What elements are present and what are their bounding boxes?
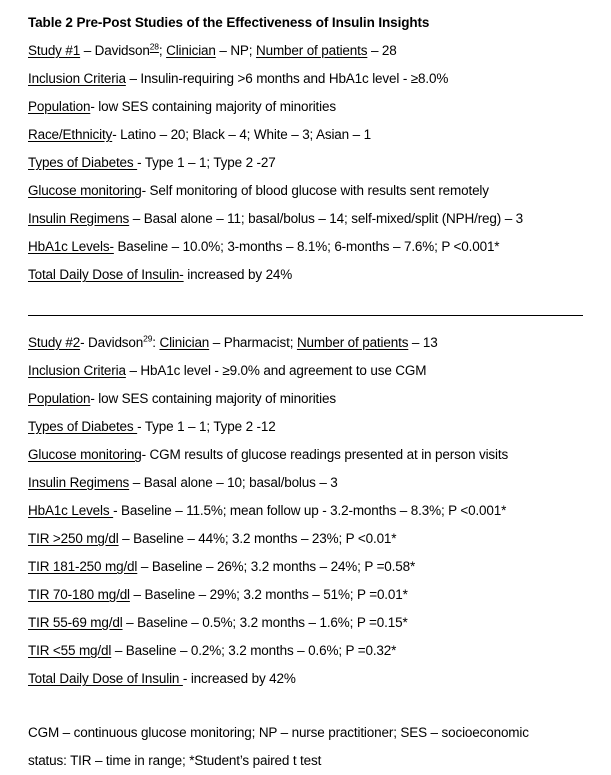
study2-glucose-monitoring-row (28, 441, 583, 469)
study2-hba1c-levels-row (28, 497, 583, 525)
study1-population-value: - low SES containing majority of minorities (90, 99, 336, 114)
footnote-spacer (28, 693, 583, 719)
study2-total-daily-dose-label: Total Daily Dose of Insulin (28, 671, 183, 686)
study2-tir-70-180-label: TIR 70-180 mg/dl (28, 587, 130, 602)
study1-race-ethnicity-row (28, 121, 583, 149)
study2-population-value: - low SES containing majority of minorities (90, 391, 336, 406)
study2-tir-over-250-row (28, 525, 583, 553)
study2-tir-over-250-value: – Baseline – 44%; 3.2 months – 23%; P <0.01* (118, 531, 397, 546)
study2-types-of-diabetes-value: - Type 1 – 1; Type 2 -12 (137, 419, 276, 434)
study2-types-of-diabetes-row (28, 413, 583, 441)
study1-separator-semicolon: ; (158, 43, 167, 58)
study2-glucose-monitoring-value: - CGM results of glucose readings presented at in person visits (141, 447, 509, 462)
study2-citation-superscript: 29 (143, 333, 153, 344)
study2-types-of-diabetes-label: Types of Diabetes (28, 419, 138, 434)
study2-header-row (28, 329, 583, 357)
study2-hba1c-levels-value: - Baseline – 11.5%; mean follow up - 3.2-months – 8.3%; P <0.001* (113, 503, 507, 518)
page-title: Table 2 Pre-Post Studies of the Effectiveness of Insulin Insights (28, 15, 430, 30)
study1-clinician-value: – NP; (215, 43, 256, 58)
study2-tir-over-250-label: TIR >250 mg/dl (28, 531, 119, 546)
study2-total-daily-dose-value: - increased by 42% (182, 671, 296, 686)
study2-tir-55-69-row (28, 609, 583, 637)
study2-population-row (28, 385, 583, 413)
study2-tir-70-180-row (28, 581, 583, 609)
footnote-line-1: CGM – continuous glucose monitoring; NP – nurse practitioner; SES – socioeconomic (28, 725, 529, 740)
study1-hba1c-levels-value: Baseline – 10.0%; 3-months – 8.1%; 6-months – 7.6%; P <0.001* (113, 239, 500, 254)
study1-inclusion-criteria-label: Inclusion Criteria (28, 71, 126, 86)
study2-patients-label: Number of patients (296, 335, 409, 350)
study2-tir-under-55-value: – Baseline – 0.2%; 3.2 months – 0.6%; P =0.32* (111, 643, 397, 658)
study2-population-label: Population (28, 391, 91, 406)
study2-tir-181-250-row (28, 553, 583, 581)
study1-race-ethnicity-value: - Latino – 20; Black – 4; White – 3; Asian – 1 (112, 127, 371, 142)
study1-types-of-diabetes-row (28, 149, 583, 177)
study1-glucose-monitoring-row (28, 177, 583, 205)
study2-tir-under-55-row (28, 637, 583, 665)
study2-patients-value: – 13 (408, 335, 438, 350)
study2-tir-55-69-value: – Baseline – 0.5%; 3.2 months – 1.6%; P =0.15* (122, 615, 408, 630)
study1-citation-text: – Davidson (80, 43, 150, 58)
study-section-divider (28, 315, 583, 316)
study1-clinician-label: Clinician (166, 43, 216, 58)
study2-total-daily-dose-row (28, 665, 583, 693)
study1-glucose-monitoring-label: Glucose monitoring (28, 183, 142, 198)
study1-types-of-diabetes-label: Types of Diabetes (28, 155, 138, 170)
study2-inclusion-criteria-row (28, 357, 583, 385)
study1-header-row (28, 37, 583, 65)
study1-inclusion-criteria-row (28, 65, 583, 93)
footnote-line-2: status: TIR – time in range; *Student’s paired t test (28, 753, 322, 768)
study2-clinician-value: – Pharmacist; (209, 335, 297, 350)
study1-race-ethnicity-label: Race/Ethnicity (28, 127, 113, 142)
study2-tir-181-250-value: – Baseline – 26%; 3.2 months – 24%; P =0.58* (137, 559, 416, 574)
study2-tir-181-250-label: TIR 181-250 mg/dl (28, 559, 138, 574)
study1-types-of-diabetes-value: - Type 1 – 1; Type 2 -27 (137, 155, 276, 170)
study1-total-daily-dose-label: Total Daily Dose of Insulin- (28, 267, 184, 282)
study1-population-row (28, 93, 583, 121)
study1-insulin-regimens-label: Insulin Regimens (28, 211, 130, 226)
study2-label: Study #2 (28, 335, 81, 350)
study1-hba1c-levels-row (28, 233, 583, 261)
study1-insulin-regimens-value: – Basal alone – 11; basal/bolus – 14; self-mixed/split (NPH/reg) – 3 (129, 211, 524, 226)
study1-inclusion-criteria-value: – Insulin-requiring >6 months and HbA1c level - ≥8.0% (125, 71, 449, 86)
study2-citation-text: - Davidson (80, 335, 144, 350)
study1-citation-superscript: 28 (149, 41, 159, 52)
study2-inclusion-criteria-value: – HbA1c level - ≥9.0% and agreement to use CGM (125, 363, 427, 378)
study1-population-label: Population (28, 99, 91, 114)
study1-total-daily-dose-value: increased by 24% (183, 267, 293, 282)
study2-tir-under-55-label: TIR <55 mg/dl (28, 643, 112, 658)
study1-patients-value: – 28 (367, 43, 397, 58)
study2-clinician-label: Clinician (159, 335, 210, 350)
study-gap-spacer (28, 289, 583, 301)
study1-total-daily-dose-row (28, 261, 583, 289)
study2-separator-colon: : (152, 335, 160, 350)
study2-insulin-regimens-label: Insulin Regimens (28, 475, 130, 490)
study2-insulin-regimens-row (28, 469, 583, 497)
study1-insulin-regimens-row (28, 205, 583, 233)
study1-label: Study #1 (28, 43, 81, 58)
study1-patients-label: Number of patients (255, 43, 368, 58)
study2-insulin-regimens-value: – Basal alone – 10; basal/bolus – 3 (129, 475, 338, 490)
study2-glucose-monitoring-label: Glucose monitoring (28, 447, 142, 462)
study2-tir-70-180-value: – Baseline – 29%; 3.2 months – 51%; P =0.01* (129, 587, 408, 602)
study-divider-wrap (28, 301, 583, 329)
study2-inclusion-criteria-label: Inclusion Criteria (28, 363, 126, 378)
study2-hba1c-levels-label: HbA1c Levels (28, 503, 114, 518)
study2-tir-55-69-label: TIR 55-69 mg/dl (28, 615, 123, 630)
study1-hba1c-levels-label: HbA1c Levels- (28, 239, 114, 254)
study1-glucose-monitoring-value: - Self monitoring of blood glucose with results sent remotely (141, 183, 489, 198)
